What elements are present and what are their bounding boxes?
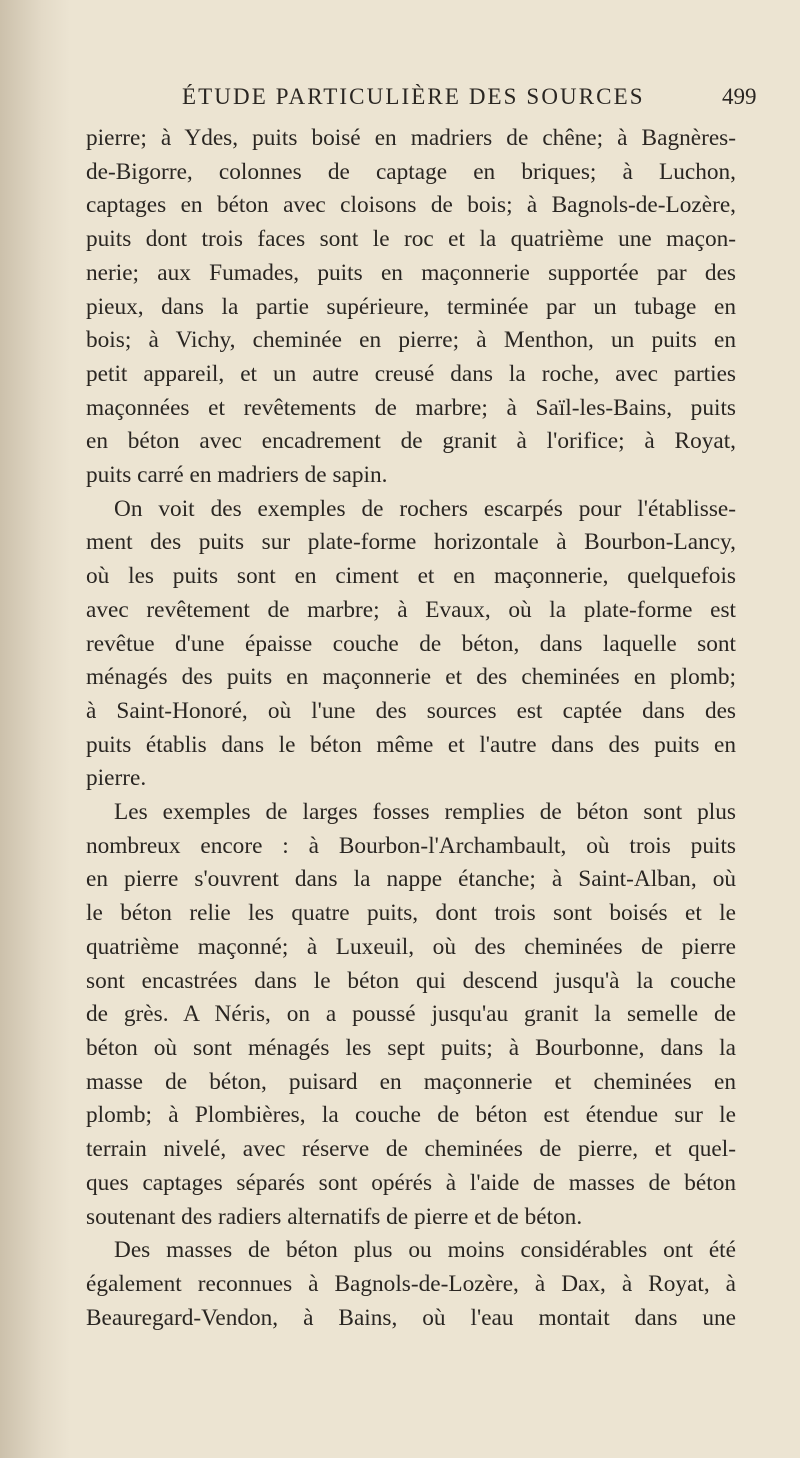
text-line: puits établis dans le béton même et l'autre dans des puits en [86,731,736,758]
text-line: en béton avec encadrement de granit à l'orifice; à Royat, [86,428,736,455]
text-line: où les puits sont en ciment et en maçonnerie, quelquefois [86,563,736,590]
page-number: 499 [722,84,757,109]
text-line: On voit des exemples de rochers escarpés pour l'établisse- [114,495,736,522]
text-line: en pierre s'ouvrent dans la nappe étanche; à Saint-Alban, où [86,866,736,893]
text-line: ménagés des puits en maçonnerie et des cheminées en plomb; [86,664,736,691]
text-line: terrain nivelé, avec réserve de cheminées de pierre, et quel- [86,1136,736,1163]
text-line: ques captages séparés sont opérés à l'aide de masses de béton [86,1169,736,1196]
text-line: de-Bigorre, colonnes de captage en briques; à Luchon, [86,158,736,185]
text-line: pieux, dans la partie supérieure, terminée par un tubage en [86,293,736,320]
text-line: masse de béton, puisard en maçonnerie et cheminées en [86,1068,736,1095]
text-line: Les exemples de larges fosses remplies de béton sont plus [114,799,736,826]
body-text [86,122,736,1335]
text-line: maçonnées et revêtements de marbre; à Saïl-les-Bains, puits [86,394,736,421]
page-header [0,84,800,124]
text-line: pierre. [86,765,147,792]
paragraph [86,1234,736,1335]
text-line: sont encastrées dans le béton qui descend jusqu'à la couche [86,967,736,994]
text-line: petit appareil, et un autre creusé dans la roche, avec parties [86,360,736,387]
text-line: Beauregard-Vendon, à Bains, où l'eau montait dans une [86,1304,736,1331]
text-line: nombreux encore : à Bourbon-l'Archambault, où trois puits [86,832,736,859]
text-line: le béton relie les quatre puits, dont trois sont boisés et le [86,900,736,927]
text-line: quatrième maçonné; à Luxeuil, où des cheminées de pierre [86,933,736,960]
text-line: plomb; à Plombières, la couche de béton est étendue sur le [86,1102,736,1129]
running-head: ÉTUDE PARTICULIÈRE DES SOURCES [182,84,645,109]
text-line: à Saint-Honoré, où l'une des sources est captée dans des [86,697,736,724]
text-line: puits carré en madriers de sapin. [86,462,388,489]
text-line: ment des puits sur plate-forme horizontale à Bourbon-Lancy, [86,529,736,556]
paragraph [86,122,736,493]
text-line: également reconnues à Bagnols-de-Lozère, à Dax, à Royat, à [86,1270,736,1297]
text-line: pierre; à Ydes, puits boisé en madriers de chêne; à Bagnères- [86,125,736,151]
text-line: nerie; aux Fumades, puits en maçonnerie supportée par des [86,259,736,286]
paragraph [86,796,736,1234]
text-line: béton où sont ménagés les sept puits; à Bourbonne, dans la [86,1034,736,1061]
text-line: captages en béton avec cloisons de bois; à Bagnols-de-Lozère, [86,192,736,219]
text-line: puits dont trois faces sont le roc et la quatrième une maçon- [86,226,736,253]
text-line: avec revêtement de marbre; à Evaux, où la plate-forme est [86,596,736,623]
text-line: revêtue d'une épaisse couche de béton, dans laquelle sont [86,630,736,657]
text-line: Des masses de béton plus ou moins considérables ont été [114,1237,736,1264]
text-line: soutenant des radiers alternatifs de pierre et de béton. [86,1203,583,1230]
paragraph [86,493,736,796]
text-line: de grès. A Néris, on a poussé jusqu'au granit la semelle de [86,1001,736,1028]
text-line: bois; à Vichy, cheminée en pierre; à Menthon, un puits en [86,327,736,354]
page-edge-shadow [0,0,70,1458]
